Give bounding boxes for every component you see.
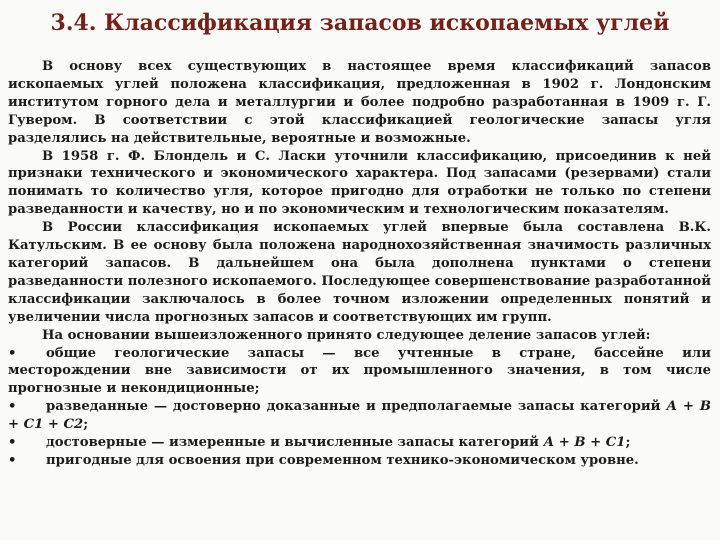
- slide-body: [8, 58, 711, 470]
- paragraph-4: На основании вышеизложенного принято следующее деление запасов углей:: [42, 327, 651, 343]
- list-item-tail: ;: [83, 417, 89, 433]
- slide-title: 3.4. Классификация запасов ископаемых углей: [50, 10, 670, 36]
- bullet-icon: •: [8, 435, 17, 451]
- list-item-text: достоверные — измеренные и вычисленные запасы категорий: [46, 435, 544, 451]
- list-item-text: общие геологические запасы — все учтенные в стране, бассейне или месторождении вне зависимости от их промышленного значения, в том числе прогнозные и некондиционные;: [8, 345, 711, 397]
- list-item-explored: [8, 398, 711, 434]
- list-item-general: [8, 345, 711, 399]
- paragraph-3: В России классификация ископаемых углей впервые была составлена В.К. Катульским. В ее основу была положена народнохозяйственная значимость различных категорий запасов. В дальнейшем она была дополнена пунктами о степени разведанности полезного ископаемого. Последующее совершенствование разработанной классификации заключалось в более точном изложении определенных понятий и увеличении числа прогнозных запасов и соответствующих им групп.: [8, 220, 711, 325]
- category-list: [8, 345, 711, 470]
- paragraph-1: В основу всех существующих в настоящее время классификаций запасов ископаемых углей положена классификация, предложенная в 1902 г. Лондонским институтом горного дела и металлургии и более подробно разработанная в 1909 г. Г. Гувером. В соответствии с этой классификацией геологические запасы угля разделялись на действительные, вероятные и возможные.: [8, 59, 711, 146]
- paragraph-2: В 1958 г. Ф. Блондель и С. Ласки уточнили классификацию, присоединив к ней признаки технического и экономического характера. Под запасами (резервами) стали понимать то количество угля, которое пригодно для отработки не только по степени разведанности и качеству, но и по экономическим и технологическим показателям.: [8, 148, 711, 218]
- bullet-icon: •: [8, 399, 17, 415]
- bullet-icon: •: [8, 452, 17, 468]
- list-item-suitable: [8, 452, 711, 470]
- list-item-tail: ;: [625, 435, 631, 451]
- list-item-reliable: [8, 434, 711, 452]
- bullet-icon: •: [8, 345, 17, 361]
- list-item-text: пригодные для освоения при современном технико-экономическом уровне.: [46, 452, 639, 468]
- category-formula: А + В + С1: [543, 435, 626, 451]
- category-formula: А + В + С1 + С2: [8, 399, 711, 433]
- list-item-text: разведанные — достоверно доказанные и предполагаемые запасы категорий: [46, 399, 667, 415]
